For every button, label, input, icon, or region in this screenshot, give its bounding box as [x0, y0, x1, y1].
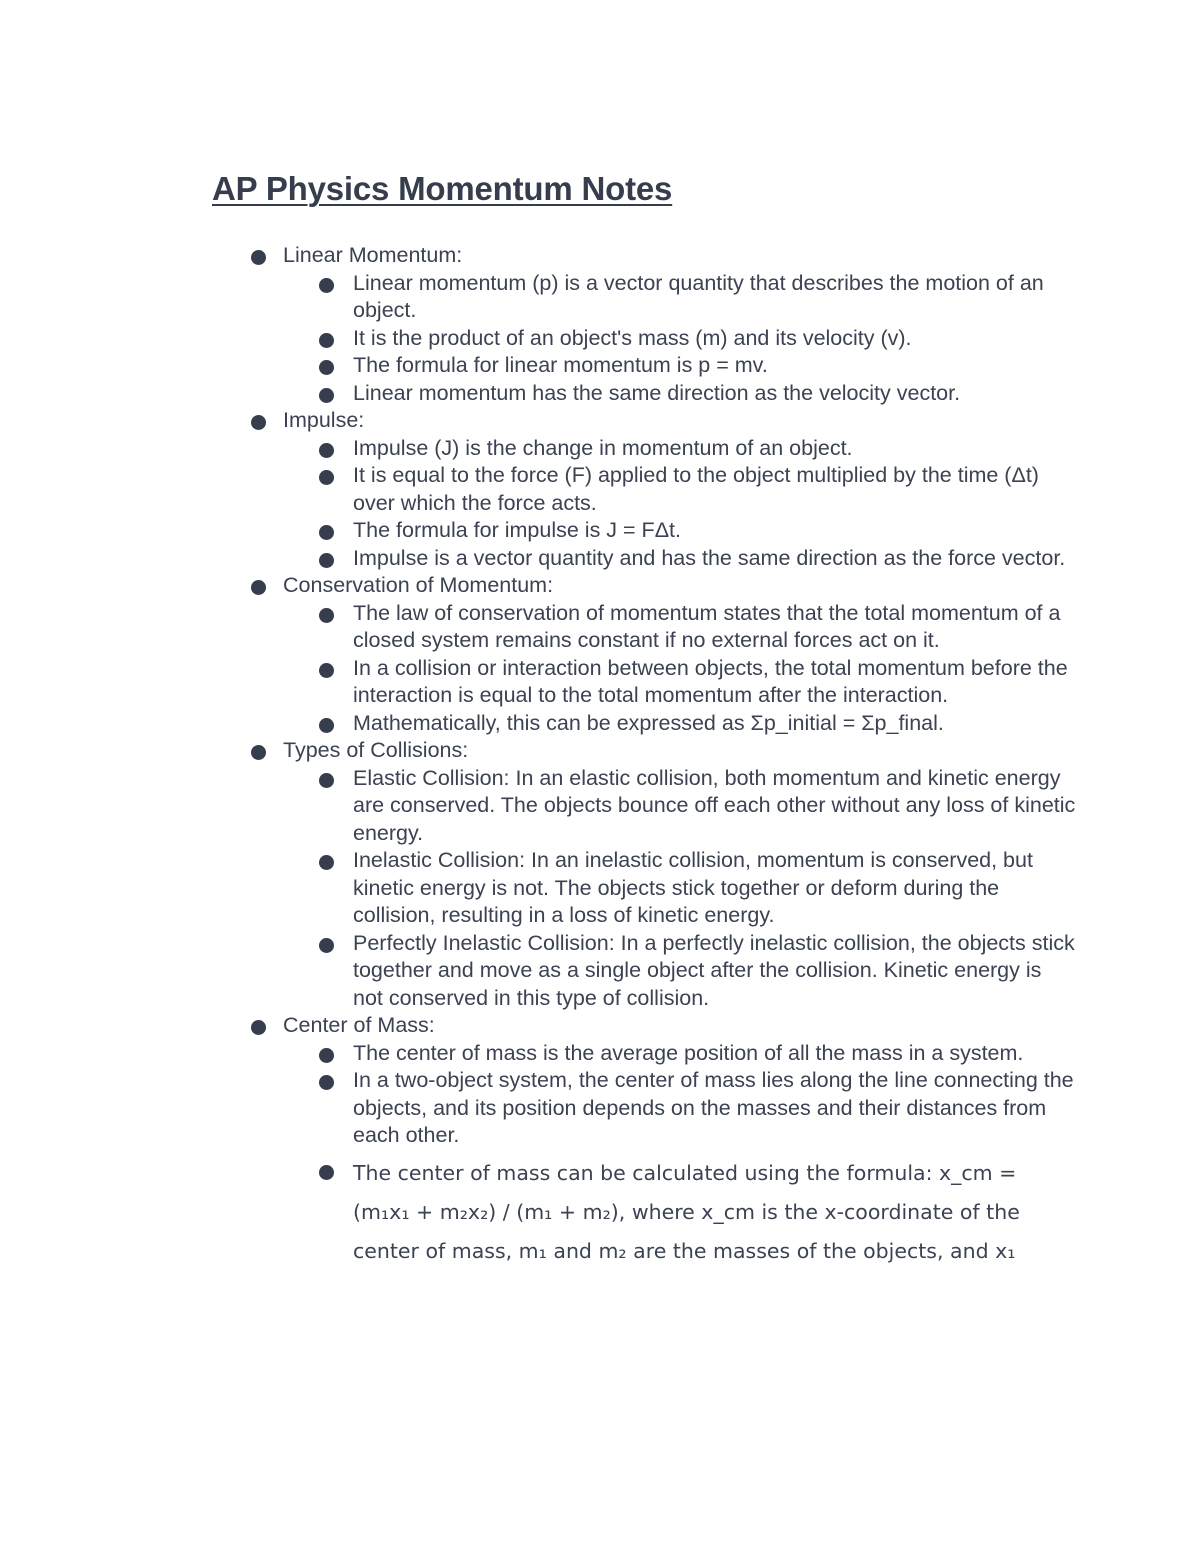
list-item-text: It is equal to the force (F) applied to the object multiplied by the time (Δt) over which the force acts.: [353, 463, 1039, 515]
bullet-icon: [319, 553, 334, 568]
list-item-text: The formula for linear momentum is p = mv.: [353, 353, 768, 377]
bullet-icon: [251, 250, 266, 265]
sub-list: [283, 435, 1076, 573]
bullet-icon: [319, 718, 334, 733]
section-center-of-mass: [246, 1012, 1076, 1271]
list-item: [283, 710, 1076, 738]
section-linear-momentum: [246, 242, 1076, 407]
bullet-icon: [251, 745, 266, 760]
list-item-text: Inelastic Collision: In an inelastic collision, momentum is conserved, but kinetic energy is not. The objects stick together or deform during the collision, resulting in a loss of kinetic energy.: [353, 848, 1033, 927]
list-item-text: The center of mass is the average position of all the mass in a system.: [353, 1040, 1024, 1065]
section-heading: Impulse:: [283, 408, 365, 432]
section-types-of-collisions: [246, 737, 1076, 1012]
section-heading: Center of Mass:: [283, 1013, 435, 1037]
bullet-icon: [251, 580, 266, 595]
bullet-icon: [319, 1165, 334, 1180]
list-item-text: Perfectly Inelastic Collision: In a perfectly inelastic collision, the objects stick together and move as a single object after the collision. Kinetic energy is not conserved in this type of collision.: [353, 930, 1075, 1010]
bullet-icon: [251, 415, 266, 430]
bullet-icon: [319, 525, 334, 540]
list-item-text: Mathematically, this can be expressed as Σp_initial = Σp_final.: [353, 710, 944, 735]
bullet-icon: [319, 388, 334, 403]
bullet-icon: [319, 443, 334, 458]
section-heading: Conservation of Momentum:: [283, 573, 554, 597]
list-item-text: In a collision or interaction between objects, the total momentum before the interaction is equal to the total momentum after the interaction.: [353, 655, 1068, 707]
bullet-icon: [251, 1020, 266, 1035]
list-item: [283, 325, 1076, 353]
list-item: [283, 270, 1076, 325]
section-heading: Linear Momentum:: [283, 243, 463, 267]
list-item: [283, 545, 1076, 573]
sub-list: [283, 765, 1076, 1013]
list-item: [283, 600, 1076, 655]
list-item-text: Impulse (J) is the change in momentum of an object.: [353, 435, 853, 460]
list-item-text: It is the product of an object's mass (m) and its velocity (v).: [353, 325, 912, 350]
list-item: [283, 462, 1076, 517]
bullet-icon: [319, 855, 334, 870]
list-item: [283, 1040, 1076, 1068]
list-item-text: Linear momentum (p) is a vector quantity that describes the motion of an object.: [353, 270, 1044, 322]
list-item: [283, 765, 1076, 848]
sub-list: [283, 270, 1076, 408]
section-conservation-of-momentum: [246, 572, 1076, 737]
bullet-icon: [319, 608, 334, 623]
list-item-text: In a two-object system, the center of mass lies along the line connecting the objects, and its position depends on the masses and their distances from each other.: [353, 1068, 1074, 1147]
list-item: [283, 930, 1076, 1013]
bullet-icon: [319, 278, 334, 293]
list-item-text: The center of mass can be calculated using the formula: x_cm = (m₁x₁ + m₂x₂) / (m₁ + m₂), where x_cm is the x-coordinate of the center of mass, m₁ and m₂ are the masses of the objects, and x₁: [353, 1160, 1020, 1263]
list-item: [283, 380, 1076, 408]
list-item: [283, 1067, 1076, 1150]
bullet-icon: [319, 360, 334, 375]
list-item-text: Elastic Collision: In an elastic collision, both momentum and kinetic energy are conserved. The objects bounce off each other without any loss of kinetic energy.: [353, 765, 1076, 845]
list-item: [283, 847, 1076, 930]
bullet-icon: [319, 1048, 334, 1063]
list-item: [283, 655, 1076, 710]
list-item: [283, 435, 1076, 463]
bullet-icon: [319, 1075, 334, 1090]
list-item-text: The formula for impulse is J = FΔt.: [353, 518, 682, 542]
list-item-text: Linear momentum has the same direction as the velocity vector.: [353, 380, 961, 405]
sub-list: [283, 600, 1076, 738]
bullet-icon: [319, 938, 334, 953]
bullet-icon: [319, 470, 334, 485]
section-impulse: [246, 407, 1076, 572]
page-title: AP Physics Momentum Notes: [212, 170, 673, 207]
notes-list: [246, 242, 1076, 1271]
bullet-icon: [319, 333, 334, 348]
section-heading: Types of Collisions:: [283, 738, 469, 762]
bullet-icon: [319, 773, 334, 788]
list-item: [283, 1150, 1076, 1271]
bullet-icon: [319, 663, 334, 678]
list-item: [283, 517, 1076, 545]
list-item-text: Impulse is a vector quantity and has the same direction as the force vector.: [353, 545, 1066, 570]
sub-list: [283, 1040, 1076, 1271]
list-item-text: The law of conservation of momentum states that the total momentum of a closed system remains constant if no external forces act on it.: [353, 600, 1061, 652]
list-item: [283, 352, 1076, 380]
